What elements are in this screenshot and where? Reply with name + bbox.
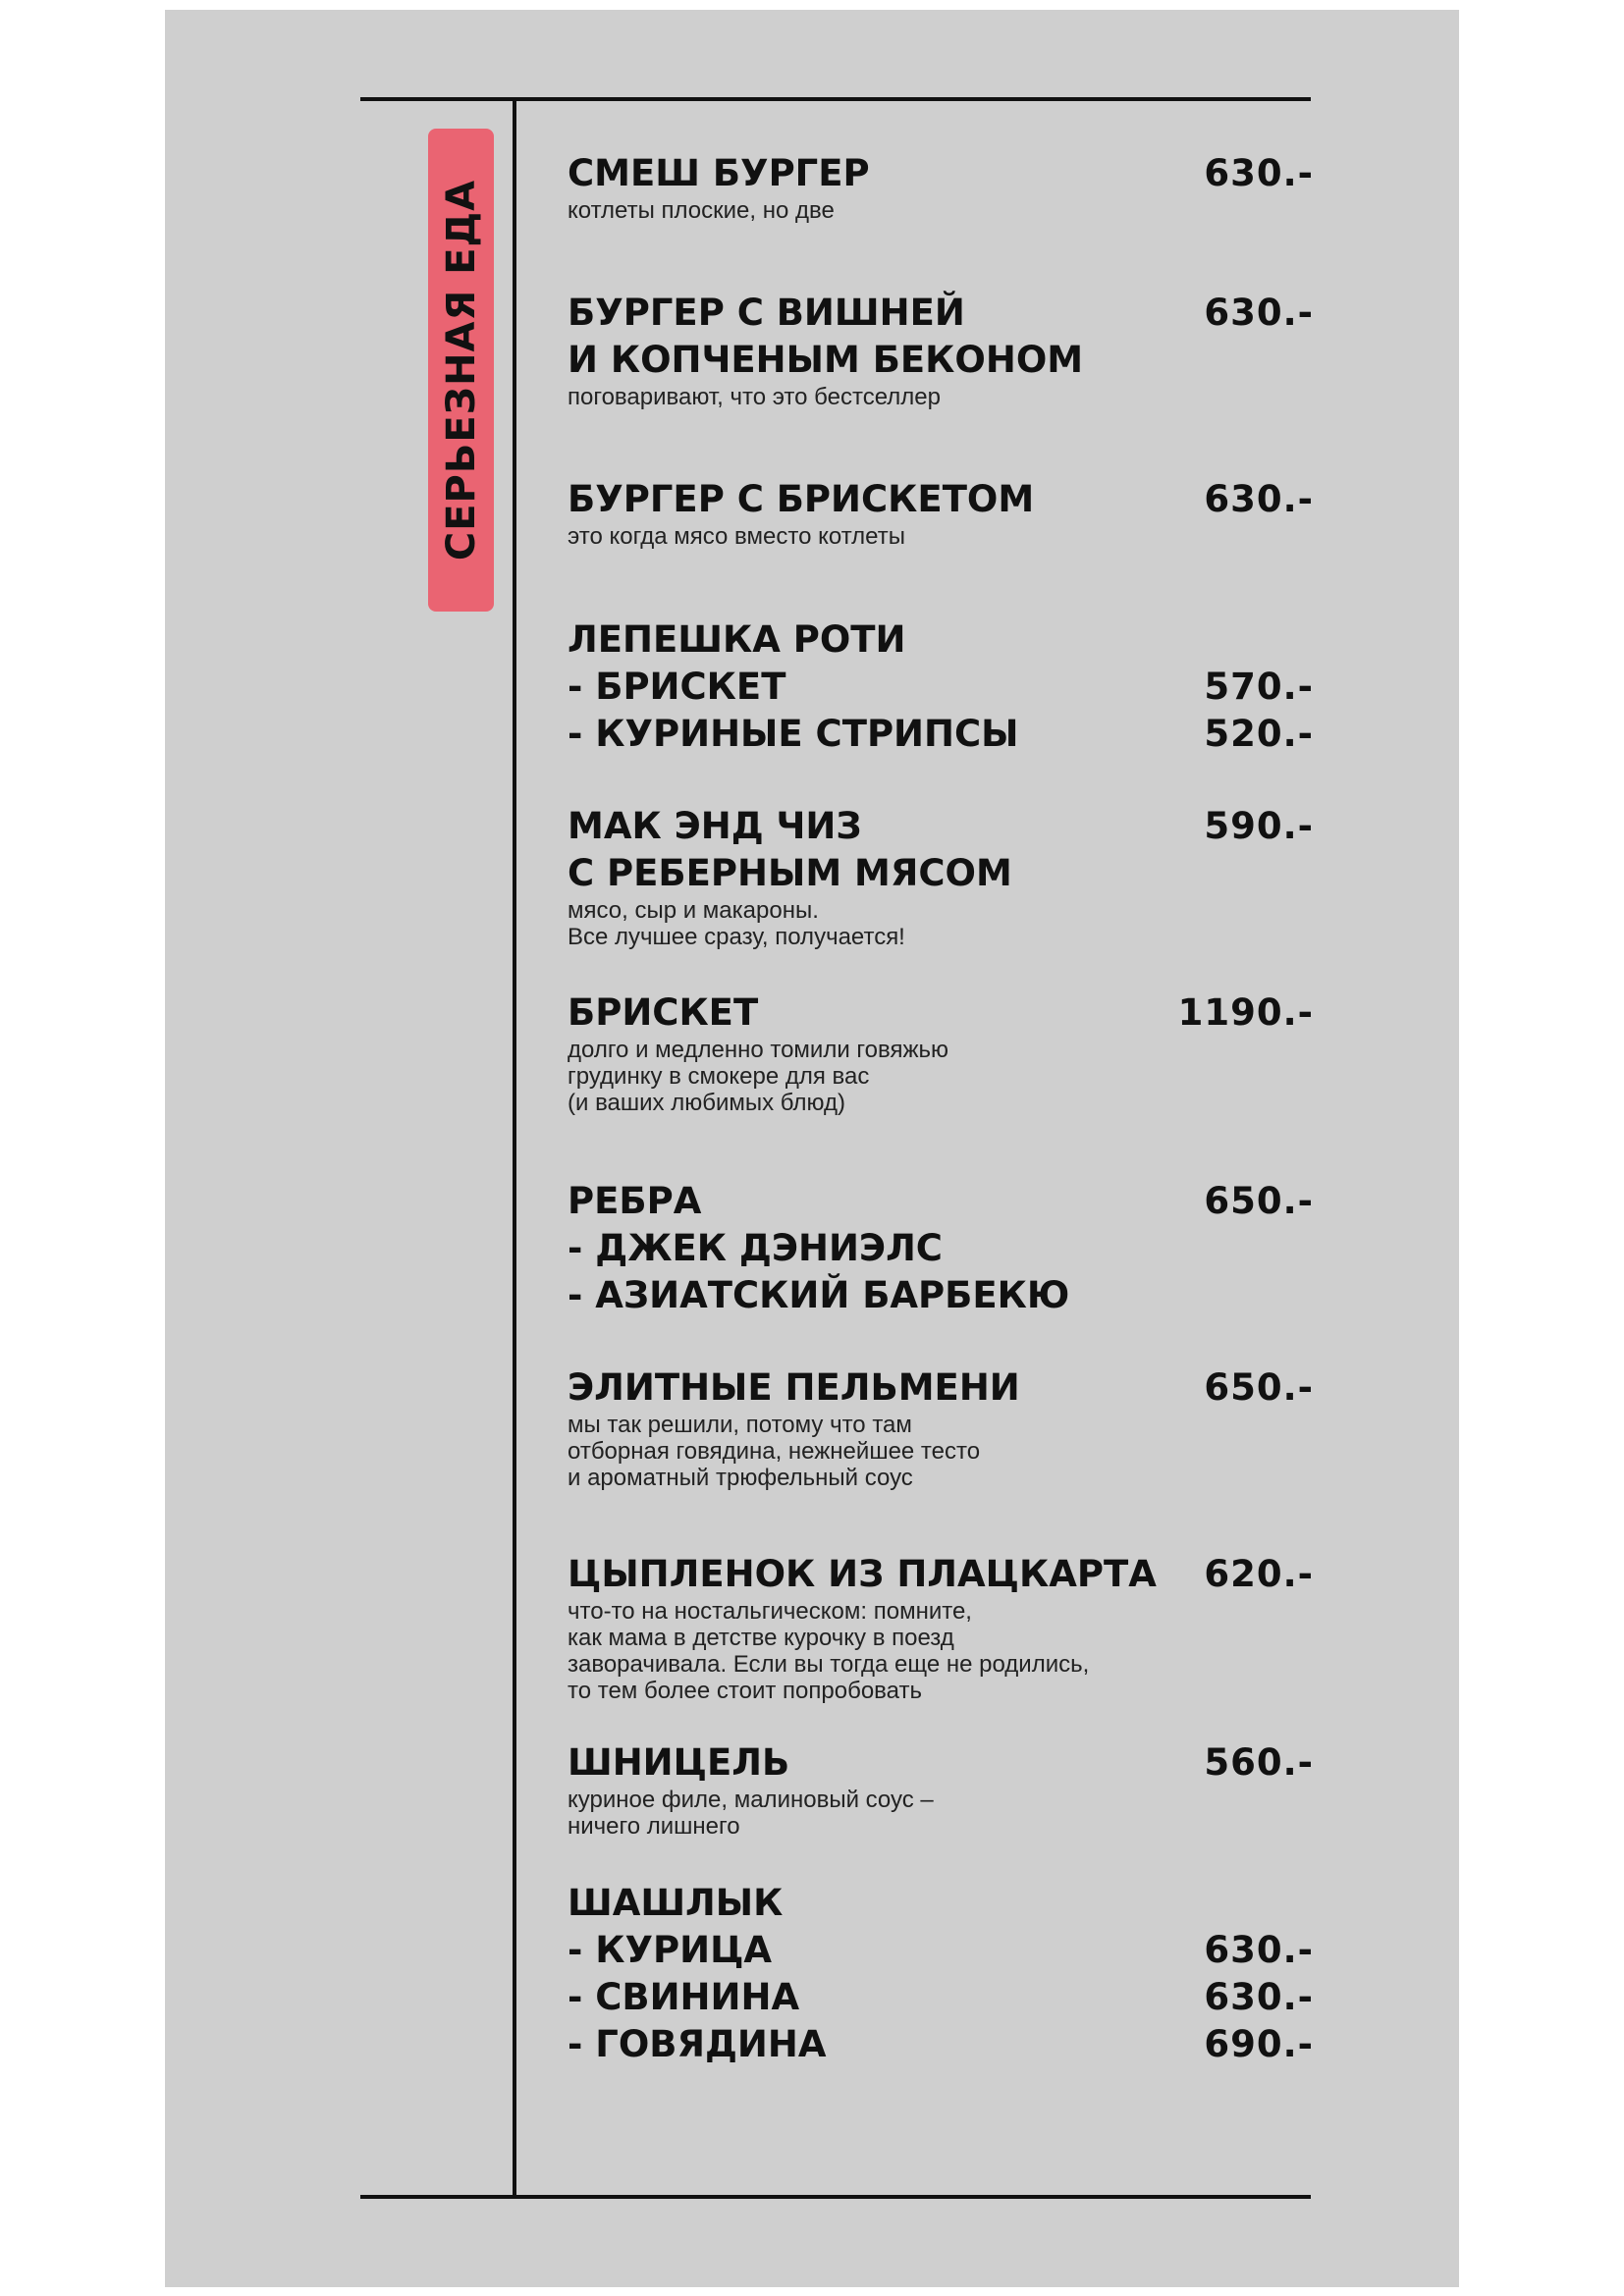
dish-name: - АЗИАТСКИЙ БАРБЕКЮ [568, 1274, 1070, 1316]
menu-item-row [568, 1551, 1314, 1598]
menu-item-row [568, 616, 1314, 664]
dish-description: поговаривают, что это бестселлер [568, 384, 941, 410]
dish-name: БУРГЕР С ВИШНЕЙ [568, 292, 965, 334]
menu-item [568, 1739, 1314, 1840]
dish-name: ЭЛИТНЫЕ ПЕЛЬМЕНИ [568, 1366, 1020, 1409]
dish-description: ничего лишнего [568, 1813, 740, 1840]
vertical-rule [513, 97, 516, 2199]
dish-description: заворачивала. Если вы тогда еще не родились, [568, 1651, 1090, 1678]
dish-name: ЦЫПЛЕНОК ИЗ ПЛАЦКАРТА [568, 1553, 1157, 1595]
section-tab [428, 129, 494, 612]
menu-item [568, 616, 1314, 758]
dish-name: СМЕШ БУРГЕР [568, 152, 870, 194]
dish-price: 560.- [1204, 1741, 1314, 1784]
dish-description: и ароматный трюфельный соус [568, 1465, 913, 1491]
dish-description: это когда мясо вместо котлеты [568, 523, 905, 550]
dish-name: - БРИСКЕТ [568, 666, 786, 708]
dish-price: 590.- [1204, 805, 1314, 847]
dish-price: 650.- [1204, 1366, 1314, 1409]
menu-item-row [568, 1880, 1314, 1927]
dish-price: 630.- [1204, 1976, 1314, 2018]
dish-name: БУРГЕР С БРИСКЕТОМ [568, 478, 1035, 520]
dish-name: ШАШЛЫК [568, 1882, 784, 1924]
dish-description: грудинку в смокере для вас [568, 1063, 870, 1090]
menu-item-row [568, 711, 1314, 758]
menu-item [568, 989, 1314, 1116]
menu-item [568, 1880, 1314, 2068]
dish-description: как мама в детстве курочку в поезд [568, 1625, 954, 1651]
menu-item-row [568, 1178, 1314, 1225]
menu-item-row [568, 337, 1314, 384]
dish-name: С РЕБЕРНЫМ МЯСОМ [568, 852, 1012, 894]
dish-name: ЛЕПЕШКА РОТИ [568, 618, 906, 661]
dish-name: МАК ЭНД ЧИЗ [568, 805, 862, 847]
menu-item-row [568, 1927, 1314, 1974]
menu-item-row [568, 850, 1314, 897]
dish-description: что-то на ностальгическом: помните, [568, 1598, 972, 1625]
menu-item [568, 150, 1314, 224]
dish-price: 570.- [1204, 666, 1314, 708]
dish-price: 630.- [1204, 292, 1314, 334]
menu-item-row [568, 150, 1314, 197]
menu-item-row [568, 1364, 1314, 1412]
bottom-rule [360, 2195, 1311, 2199]
dish-description: мясо, сыр и макароны. [568, 897, 819, 924]
section-title: СЕРЬЕЗНАЯ ЕДА [438, 179, 484, 561]
dish-description: котлеты плоские, но две [568, 197, 835, 224]
menu-item-row [568, 1739, 1314, 1787]
dish-name: - КУРИНЫЕ СТРИПСЫ [568, 713, 1019, 755]
dish-price: 1190.- [1177, 991, 1314, 1034]
menu-item-row [568, 1225, 1314, 1272]
menu-item [568, 1178, 1314, 1319]
menu-item-row [568, 290, 1314, 337]
dish-price: 620.- [1204, 1553, 1314, 1595]
dish-description: отборная говядина, нежнейшее тесто [568, 1438, 981, 1465]
menu-item-row [568, 1272, 1314, 1319]
menu-item-row [568, 476, 1314, 523]
dish-description: (и ваших любимых блюд) [568, 1090, 845, 1116]
dish-description: Все лучшее сразу, получается! [568, 924, 905, 950]
dish-name: БРИСКЕТ [568, 991, 759, 1034]
menu-item [568, 803, 1314, 950]
dish-price: 630.- [1204, 478, 1314, 520]
dish-name: - ДЖЕК ДЭНИЭЛС [568, 1227, 943, 1269]
dish-description: долго и медленно томили говяжью [568, 1037, 949, 1063]
menu-item [568, 1364, 1314, 1491]
dish-price: 650.- [1204, 1180, 1314, 1222]
menu-item [568, 290, 1314, 410]
top-rule [360, 97, 1311, 101]
dish-description: мы так решили, потому что там [568, 1412, 912, 1438]
menu-item [568, 476, 1314, 550]
dish-name: РЕБРА [568, 1180, 702, 1222]
menu-item-row [568, 989, 1314, 1037]
menu-item-row [568, 664, 1314, 711]
dish-name: ШНИЦЕЛЬ [568, 1741, 790, 1784]
menu-item-row [568, 2021, 1314, 2068]
dish-name: И КОПЧЕНЫМ БЕКОНОМ [568, 339, 1084, 381]
dish-name: - СВИНИНА [568, 1976, 800, 2018]
dish-name: - КУРИЦА [568, 1929, 773, 1971]
menu-item [568, 1551, 1314, 1704]
dish-price: 630.- [1204, 1929, 1314, 1971]
menu-item-row [568, 803, 1314, 850]
dish-description: куриное филе, малиновый соус – [568, 1787, 934, 1813]
dish-price: 630.- [1204, 152, 1314, 194]
dish-price: 520.- [1204, 713, 1314, 755]
dish-name: - ГОВЯДИНА [568, 2023, 827, 2065]
dish-price: 690.- [1204, 2023, 1314, 2065]
dish-description: то тем более стоит попробовать [568, 1678, 922, 1704]
menu-item-row [568, 1974, 1314, 2021]
